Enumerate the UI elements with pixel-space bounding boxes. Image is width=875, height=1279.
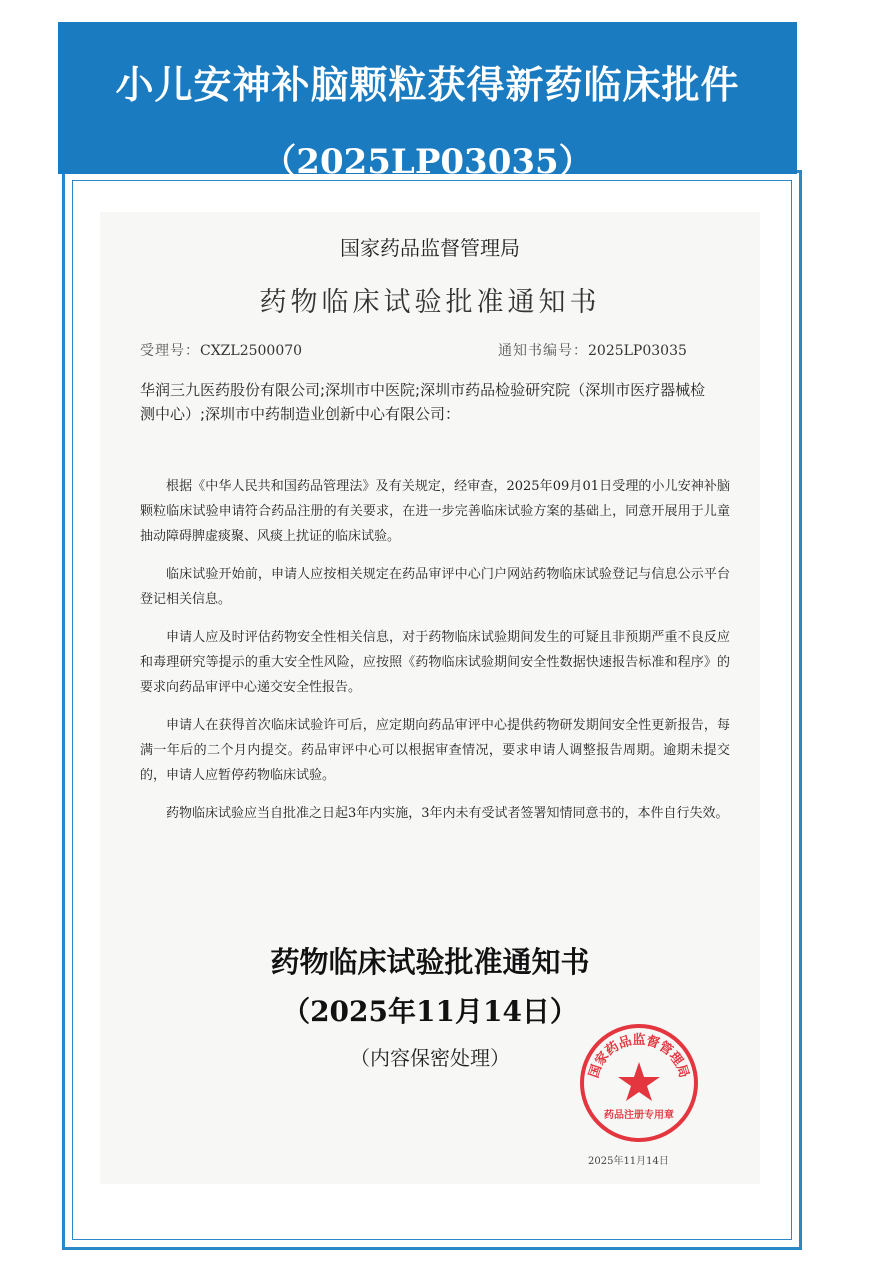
bottom-date: （2025年11月14日）	[282, 995, 578, 1028]
confidential-note: （内容保密处理）	[350, 1046, 510, 1070]
body-paragraph: 根据《中华人民共和国药品管理法》及有关规定，经审查，2025年09月01日受理的小儿安神补脑颗粒临床试验申请符合药品注册的有关要求，在进一步完善临床试验方案的基础上，同意开展用于儿童抽动障碍脾虚痰聚、风痰上扰证的临床试验。	[140, 479, 730, 544]
seal-date: 2025年11月14日	[588, 1156, 669, 1167]
svg-text:药品注册专用章: 药品注册专用章	[604, 1110, 674, 1121]
banner-title: 小儿安神补脑颗粒获得新药临床批件	[115, 63, 740, 107]
svg-text:国家药品监督管理局: 国家药品监督管理局	[586, 1033, 692, 1080]
banner-code: （2025LP03035）	[262, 142, 593, 182]
bottom-title: 药物临床试验批准通知书	[270, 945, 590, 979]
agency-name: 国家药品监督管理局	[340, 236, 520, 260]
applicants: 华润三九医药股份有限公司;深圳市中医院;深圳市药品检验研究院（深圳市医疗器械检测中心）;深圳市中药制造业创新中心有限公司：	[140, 381, 706, 423]
acceptance-value: CXZL2500070	[200, 343, 303, 359]
body-paragraph: 药物临床试验应当自批准之日起3年内实施，3年内未有受试者签署知情同意书的，本件自行失效。	[166, 806, 729, 821]
seal-star-icon	[618, 1062, 660, 1101]
acceptance-number	[140, 340, 302, 360]
document-title: 药物临床试验批准通知书	[259, 287, 601, 318]
approval-document	[100, 212, 760, 1184]
title-banner	[58, 22, 797, 182]
notice-number	[498, 340, 687, 360]
document-body	[140, 474, 730, 839]
body-paragraph: 临床试验开始前，申请人应按相关规定在药品审评中心门户网站药物临床试验登记与信息公示平台登记相关信息。	[140, 567, 730, 607]
acceptance-label: 受理号：	[140, 343, 200, 359]
body-paragraph: 申请人应及时评估药物安全性相关信息，对于药物临床试验期间发生的可疑且非预期严重不良反应和毒理研究等提示的重大安全性风险，应按照《药物临床试验期间安全性数据快速报告标准和程序》的要求向药品审评中心递交安全性报告。	[140, 630, 730, 695]
body-paragraph: 申请人在获得首次临床试验许可后，应定期向药品审评中心提供药物研发期间安全性更新报告，每满一年后的二个月内提交。药品审评中心可以根据审查情况，要求申请人调整报告周期。逾期未提交的，申请人应暂停药物临床试验。	[140, 718, 730, 783]
official-seal	[578, 1022, 700, 1144]
notice-value: 2025LP03035	[588, 343, 687, 359]
notice-label: 通知书编号：	[498, 343, 588, 359]
